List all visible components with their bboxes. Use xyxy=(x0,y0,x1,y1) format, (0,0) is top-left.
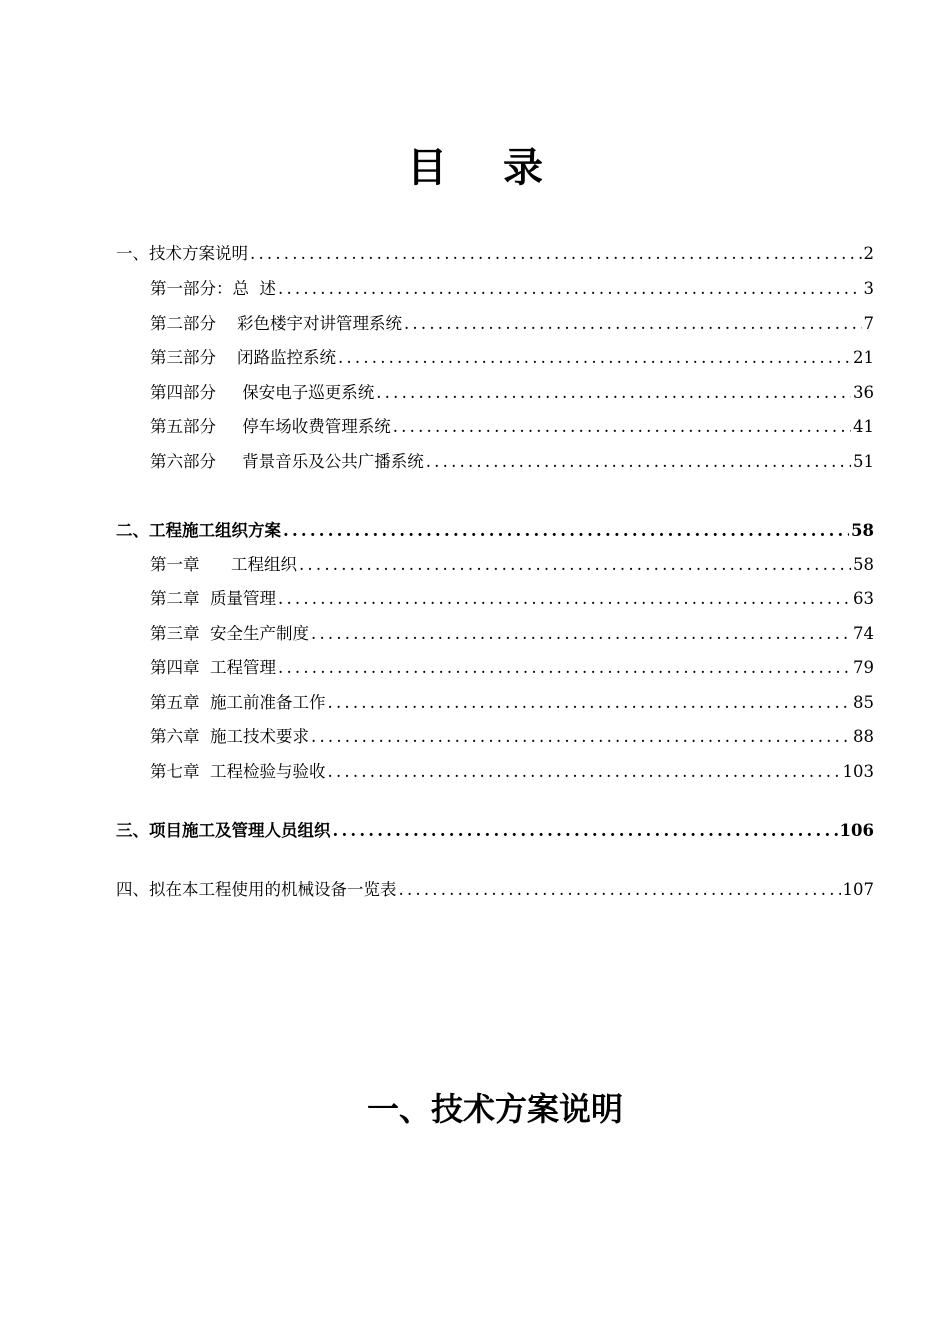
toc-leader-dots xyxy=(399,879,841,901)
toc-entry[interactable] xyxy=(150,414,874,438)
toc-entry-page: 106 xyxy=(839,821,874,840)
toc-leader-dots xyxy=(311,623,851,645)
toc-entry-page: 21 xyxy=(853,348,874,367)
toc-entry-label: 第三部分 闭路监控系统 xyxy=(150,348,336,367)
toc-entry[interactable] xyxy=(116,877,874,901)
toc-entry-label: 二、工程施工组织方案 xyxy=(116,521,281,540)
toc-entry[interactable] xyxy=(116,818,874,842)
toc-leader-dots xyxy=(328,761,841,783)
toc-entry-label: 一、技术方案说明 xyxy=(116,244,248,263)
toc-leader-dots xyxy=(333,820,838,842)
toc-entry-page: 2 xyxy=(863,244,874,263)
toc-leader-dots xyxy=(376,382,851,404)
toc-leader-dots xyxy=(338,347,851,369)
toc-title xyxy=(0,142,950,194)
toc-entry-label: 第二章 质量管理 xyxy=(150,589,276,608)
toc-entry-page: 51 xyxy=(853,452,874,471)
section-heading: 一、技术方案说明 xyxy=(366,1090,623,1128)
toc-leader-dots xyxy=(278,657,851,679)
toc-entry-page: 85 xyxy=(853,693,874,712)
toc-entry-label: 第六部分 背景音乐及公共广播系统 xyxy=(150,452,424,471)
toc-entry[interactable] xyxy=(150,276,874,300)
toc-entry-label: 四、拟在本工程使用的机械设备一览表 xyxy=(116,880,397,899)
toc-entry[interactable] xyxy=(116,518,874,542)
toc-leader-dots xyxy=(426,451,851,473)
toc-entry[interactable] xyxy=(150,449,874,473)
toc-entry[interactable] xyxy=(116,241,874,265)
toc-leader-dots xyxy=(393,416,851,438)
toc-entry-page: 7 xyxy=(863,314,874,333)
toc-entry[interactable] xyxy=(150,621,874,645)
toc-entry[interactable] xyxy=(150,586,874,610)
toc-entry[interactable] xyxy=(150,690,874,714)
toc-leader-dots xyxy=(278,588,851,610)
toc-entry-page: 107 xyxy=(842,880,874,899)
toc-entry-page: 74 xyxy=(853,624,874,643)
toc-entry-label: 第五章 施工前准备工作 xyxy=(150,693,326,712)
toc-title-right: 录 xyxy=(503,144,543,191)
toc-entry-page: 3 xyxy=(863,279,874,298)
toc-entry-label: 第一部分：总 述 xyxy=(150,279,276,298)
toc-entry-page: 88 xyxy=(853,727,874,746)
toc-entry[interactable] xyxy=(150,655,874,679)
toc-entry-page: 79 xyxy=(853,658,874,677)
toc-leader-dots xyxy=(299,554,851,576)
toc-entry[interactable] xyxy=(150,724,874,748)
toc-entry-label: 第三章 安全生产制度 xyxy=(150,624,309,643)
toc-entry-label: 第五部分 停车场收费管理系统 xyxy=(150,417,391,436)
toc-leader-dots xyxy=(404,313,862,335)
toc-entry-label: 第二部分 彩色楼宇对讲管理系统 xyxy=(150,314,402,333)
toc-leader-dots xyxy=(328,692,852,714)
toc-entry[interactable] xyxy=(150,759,874,783)
toc-leader-dots xyxy=(250,243,862,265)
toc-entry-label: 第六章 施工技术要求 xyxy=(150,727,309,746)
toc-entry-label: 第四章 工程管理 xyxy=(150,658,276,677)
toc-entry-page: 58 xyxy=(851,521,874,540)
toc-entry-page: 58 xyxy=(853,555,874,574)
toc-entry[interactable] xyxy=(150,345,874,369)
toc-entry-page: 63 xyxy=(853,589,874,608)
toc-entry-label: 三、项目施工及管理人员组织 xyxy=(116,821,331,840)
toc-entry-label: 第七章 工程检验与验收 xyxy=(150,762,326,781)
toc-entry-page: 103 xyxy=(842,762,874,781)
toc-entry-label: 第四部分 保安电子巡更系统 xyxy=(150,383,375,402)
toc-leader-dots xyxy=(311,726,851,748)
toc-leader-dots xyxy=(278,278,862,300)
toc-entry-page: 41 xyxy=(853,417,874,436)
toc-leader-dots xyxy=(283,520,849,542)
toc-entry-page: 36 xyxy=(853,383,874,402)
toc-entry[interactable] xyxy=(150,552,874,576)
toc-entry-label: 第一章 工程组织 xyxy=(150,555,297,574)
toc-title-left: 目 xyxy=(407,144,447,191)
toc-entry[interactable] xyxy=(150,311,874,335)
toc-entry[interactable] xyxy=(150,380,874,404)
